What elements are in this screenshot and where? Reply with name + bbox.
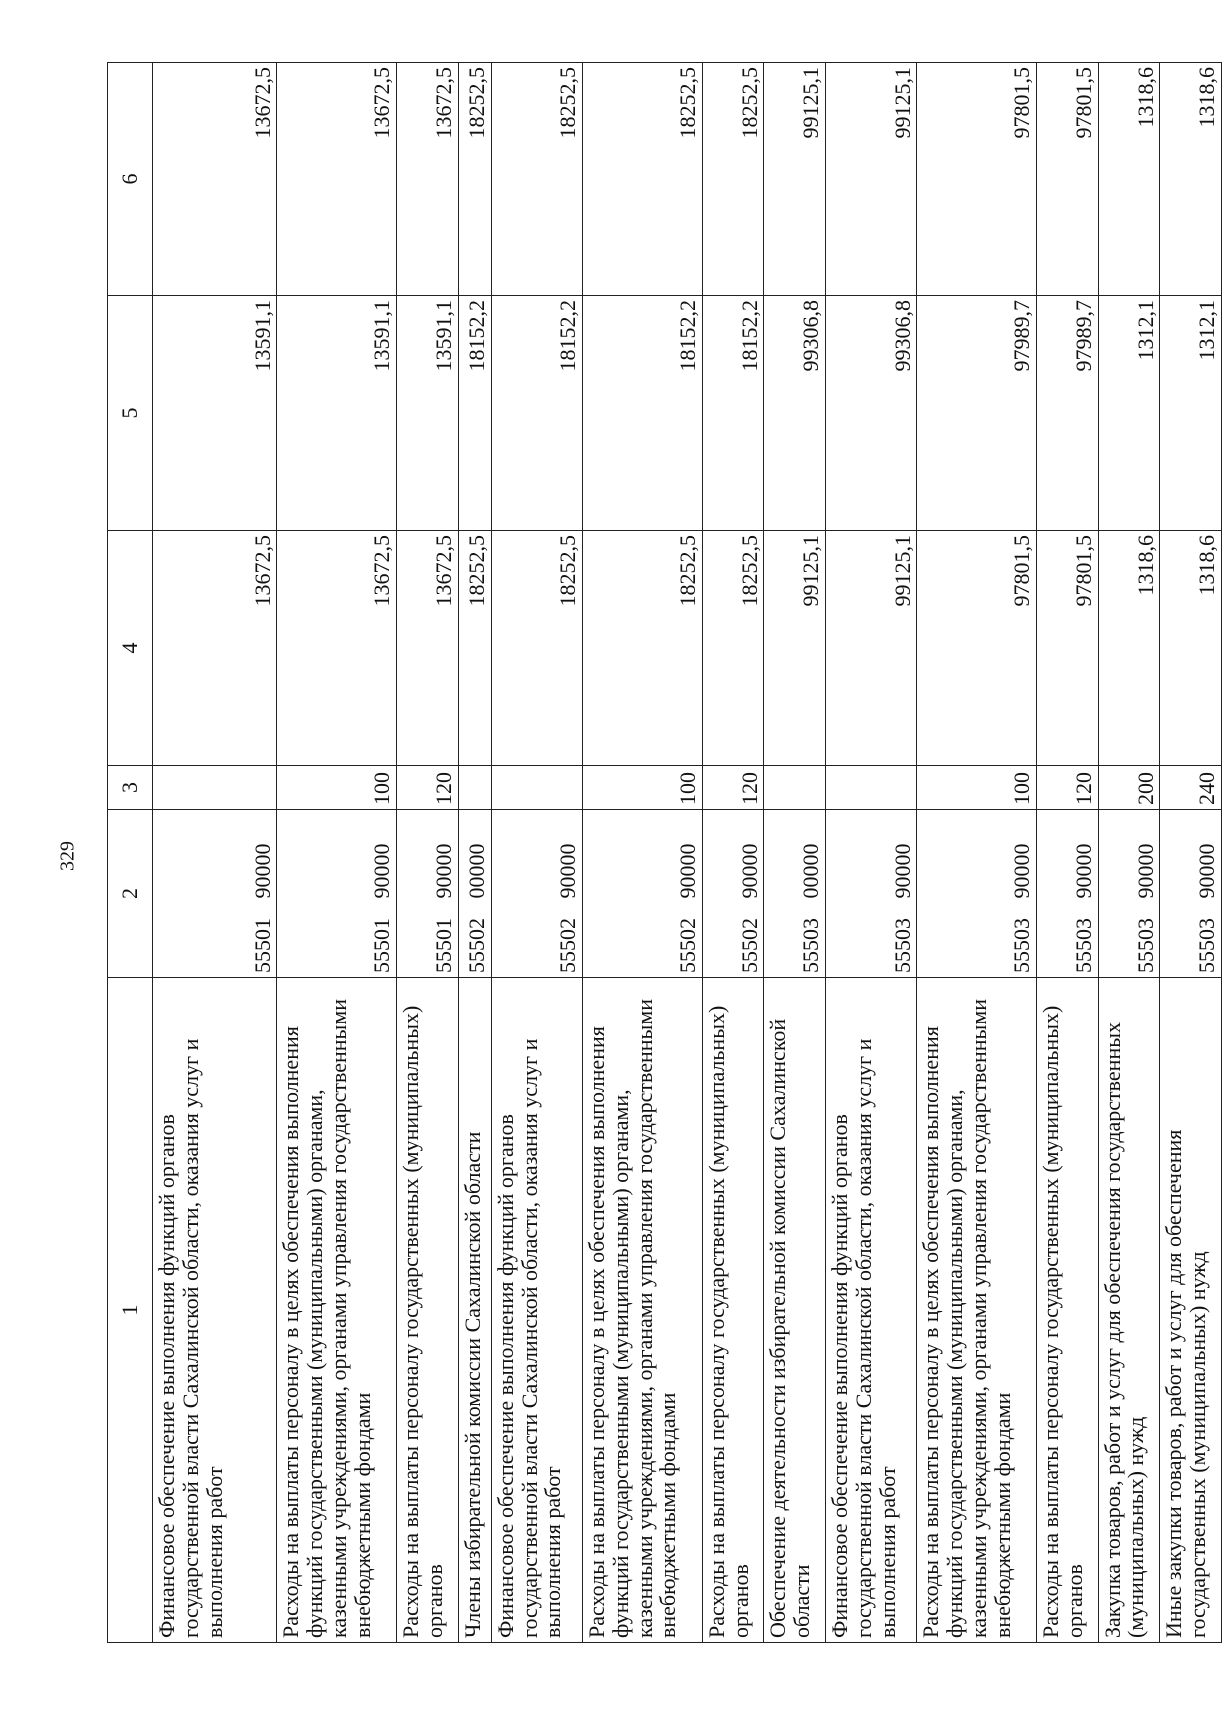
row-value-col6: 18252,5 — [458, 63, 491, 296]
row-name: Расходы на выплаты персоналу в целях обеспечения выполнения функций государственными (муниципальными) органами, казенными учреждениями, органами управления государственными внебюджетными фондами — [583, 978, 703, 1643]
row-expense-type — [491, 766, 582, 810]
row-code: 55502 90000 — [702, 810, 764, 978]
row-expense-type: 120 — [397, 766, 459, 810]
row-value-col4: 99125,1 — [826, 531, 917, 766]
row-value-col4: 99125,1 — [764, 531, 826, 766]
table-row — [458, 63, 491, 1643]
row-name: Расходы на выплаты персоналу в целях обеспечения выполнения функций государственными (муниципальными) органами, казенными учреждениями, органами управления государственными внебюджетными фондами — [917, 978, 1037, 1643]
row-value-col6: 18252,5 — [491, 63, 582, 296]
row-value-col6: 13672,5 — [277, 63, 397, 296]
row-name: Финансовое обеспечение выполнения функций органов государственной власти Сахалинской области, оказания услуг и выполнения работ — [826, 978, 917, 1643]
row-value-col6: 18252,5 — [702, 63, 764, 296]
row-code: 55503 90000 — [1098, 810, 1160, 978]
row-value-col5: 99306,8 — [826, 296, 917, 531]
row-value-col4: 1318,6 — [1160, 531, 1222, 766]
row-expense-type — [826, 766, 917, 810]
row-value-col5: 18152,2 — [702, 296, 764, 531]
row-expense-type: 200 — [1098, 766, 1160, 810]
table-row — [702, 63, 764, 1643]
column-header: 5 — [108, 296, 153, 531]
table-row — [1037, 63, 1099, 1643]
table-row — [1098, 63, 1160, 1643]
row-value-col5: 18152,2 — [583, 296, 703, 531]
row-value-col5: 18152,2 — [458, 296, 491, 531]
column-header: 4 — [108, 531, 153, 766]
row-code: 55503 90000 — [1160, 810, 1222, 978]
row-value-col5: 18152,2 — [491, 296, 582, 531]
row-value-col6: 97801,5 — [1037, 63, 1099, 296]
row-name: Расходы на выплаты персоналу государственных (муниципальных) органов — [702, 978, 764, 1643]
row-value-col5: 13591,1 — [153, 296, 277, 531]
row-name: Обеспечение деятельности избирательной комиссии Сахалинской области — [764, 978, 826, 1643]
row-value-col5: 97989,7 — [1037, 296, 1099, 531]
row-expense-type — [764, 766, 826, 810]
table-row — [1160, 63, 1222, 1643]
row-value-col5: 13591,1 — [277, 296, 397, 531]
row-code: 55501 90000 — [153, 810, 277, 978]
row-expense-type: 240 — [1160, 766, 1222, 810]
table-row — [917, 63, 1037, 1643]
row-code: 55503 90000 — [826, 810, 917, 978]
rotated-table-wrapper — [107, 63, 1222, 1643]
row-value-col4: 97801,5 — [917, 531, 1037, 766]
row-expense-type — [458, 766, 491, 810]
row-value-col4: 18252,5 — [583, 531, 703, 766]
row-expense-type: 100 — [917, 766, 1037, 810]
row-code: 55502 90000 — [583, 810, 703, 978]
table-row — [491, 63, 582, 1643]
row-value-col6: 1318,6 — [1098, 63, 1160, 296]
column-header: 2 — [108, 810, 153, 978]
row-code: 55503 90000 — [917, 810, 1037, 978]
row-code: 55501 90000 — [397, 810, 459, 978]
row-expense-type — [153, 766, 277, 810]
row-value-col4: 13672,5 — [153, 531, 277, 766]
table-row — [826, 63, 917, 1643]
row-value-col4: 97801,5 — [1037, 531, 1099, 766]
row-value-col4: 18252,5 — [458, 531, 491, 766]
row-name: Закупка товаров, работ и услуг для обеспечения государственных (муниципальных) нужд — [1098, 978, 1160, 1643]
row-code: 55502 90000 — [491, 810, 582, 978]
row-value-col4: 13672,5 — [277, 531, 397, 766]
row-name: Финансовое обеспечение выполнения функций органов государственной власти Сахалинской области, оказания услуг и выполнения работ — [491, 978, 582, 1643]
row-value-col5: 13591,1 — [397, 296, 459, 531]
table-row — [583, 63, 703, 1643]
row-value-col6: 99125,1 — [764, 63, 826, 296]
row-expense-type: 120 — [702, 766, 764, 810]
row-name: Расходы на выплаты персоналу государственных (муниципальных) органов — [397, 978, 459, 1643]
table-row — [277, 63, 397, 1643]
row-expense-type: 120 — [1037, 766, 1099, 810]
row-value-col5: 1312,1 — [1160, 296, 1222, 531]
row-value-col6: 18252,5 — [583, 63, 703, 296]
row-code: 55503 00000 — [764, 810, 826, 978]
row-name: Финансовое обеспечение выполнения функций органов государственной власти Сахалинской области, оказания услуг и выполнения работ — [153, 978, 277, 1643]
row-name: Члены избирательной комиссии Сахалинской области — [458, 978, 491, 1643]
row-code: 55502 00000 — [458, 810, 491, 978]
row-value-col6: 1318,6 — [1160, 63, 1222, 296]
row-expense-type: 100 — [277, 766, 397, 810]
row-value-col6: 97801,5 — [917, 63, 1037, 296]
row-value-col6: 13672,5 — [153, 63, 277, 296]
table-row — [153, 63, 277, 1643]
row-value-col6: 13672,5 — [397, 63, 459, 296]
budget-table — [107, 62, 1222, 1643]
row-value-col6: 99125,1 — [826, 63, 917, 296]
row-expense-type: 100 — [583, 766, 703, 810]
row-name: Иные закупки товаров, работ и услуг для обеспечения государственных (муниципальных) нужд — [1160, 978, 1222, 1643]
row-value-col4: 13672,5 — [397, 531, 459, 766]
column-header: 6 — [108, 63, 153, 296]
row-value-col5: 99306,8 — [764, 296, 826, 531]
row-name: Расходы на выплаты персоналу в целях обеспечения выполнения функций государственными (муниципальными) органами, казенными учреждениями, органами управления государственными внебюджетными фондами — [277, 978, 397, 1643]
row-value-col4: 1318,6 — [1098, 531, 1160, 766]
row-value-col5: 1312,1 — [1098, 296, 1160, 531]
row-value-col4: 18252,5 — [702, 531, 764, 766]
column-header-row — [108, 63, 153, 1643]
row-code: 55503 90000 — [1037, 810, 1099, 978]
table-row — [764, 63, 826, 1643]
table-row — [397, 63, 459, 1643]
column-header: 1 — [108, 978, 153, 1643]
row-name: Расходы на выплаты персоналу государственных (муниципальных) органов — [1037, 978, 1099, 1643]
row-value-col4: 18252,5 — [491, 531, 582, 766]
page-number: 329 — [56, 841, 79, 871]
column-header: 3 — [108, 766, 153, 810]
row-value-col5: 97989,7 — [917, 296, 1037, 531]
row-code: 55501 90000 — [277, 810, 397, 978]
